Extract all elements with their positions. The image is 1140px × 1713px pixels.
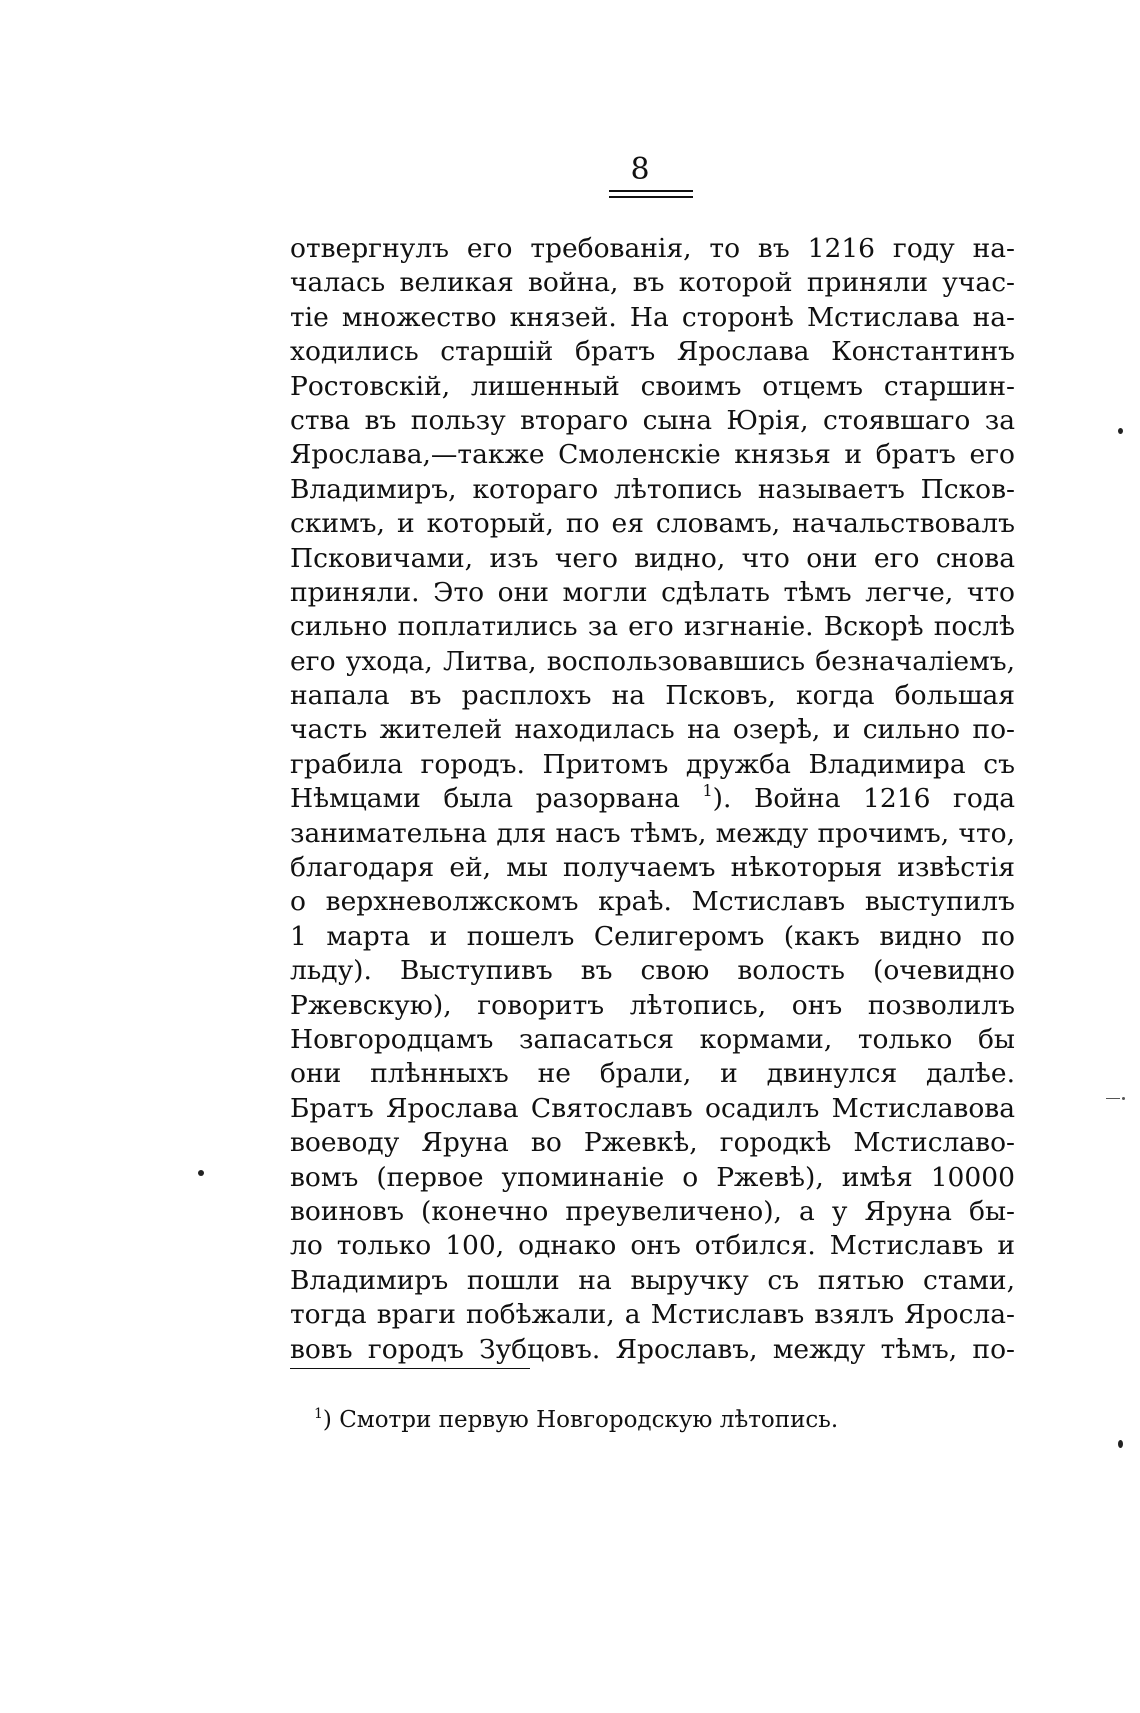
text-line: приняли. Это они могли сдѣлать тѣмъ легче, что — [290, 576, 1015, 608]
footnote-text: ) Смотри первую Новгородскую лѣтопись. — [322, 1407, 839, 1433]
page-number-rule-bottom — [609, 196, 693, 198]
body-text — [290, 232, 1015, 1367]
footnote-marker: 1 — [314, 1406, 323, 1422]
text-line: его ухода, Литва, воспользовавшись безначаліемъ, — [290, 645, 1015, 677]
scan-speck — [1118, 428, 1123, 434]
text-line: тогда враги побѣжали, а Мстиславъ взялъ Яросла- — [290, 1299, 1015, 1331]
scan-speck — [198, 1170, 204, 1176]
scan-speck — [1118, 1440, 1123, 1448]
text-line: вомъ (первое упоминаніе о Ржевѣ), имѣя 10000 — [290, 1161, 1015, 1193]
text-line: отвергнулъ его требованія, то въ 1216 году на- — [290, 233, 1015, 264]
text-line: льду). Выступивъ въ свою волость (очевидно — [290, 955, 1015, 987]
text-line: ходились старшій братъ Ярослава Константинъ — [290, 336, 1015, 368]
text-line: напала въ расплохъ на Псковъ, когда большая — [290, 680, 1015, 712]
scan-speck — [1122, 1097, 1125, 1100]
text-line: сильно поплатились за его изгнаніе. Вскорѣ послѣ — [290, 611, 1015, 643]
text-line: вовъ городъ Зубцовъ. Ярославъ, между тѣмъ, по- — [290, 1333, 1015, 1365]
text-line: занимательна для насъ тѣмъ, между прочимъ, что, — [290, 817, 1015, 849]
text-line: Ростовскій, лишенный своимъ отцемъ старшин- — [290, 370, 1015, 402]
text-line: часть жителей находилась на озерѣ, и сильно по- — [290, 714, 1015, 746]
text-line: Владимиръ, котораго лѣтопись называетъ Псков- — [290, 473, 1015, 505]
text-line: ства въ пользу вторaго сына Юрія, стоявшаго за — [290, 404, 1015, 436]
text-line: Братъ Ярослава Святославъ осадилъ Мстиславова — [290, 1092, 1015, 1124]
text-segment: ). Война 1216 года — [712, 783, 1015, 815]
text-line: Ярослава,—также Смоленскіе князья и братъ его — [290, 439, 1015, 471]
text-line: Владимиръ пошли на выручку съ пятью стами, — [290, 1264, 1015, 1296]
text-line-with-footnote-ref — [290, 782, 1015, 816]
footnote-reference[interactable]: 1 — [702, 781, 713, 801]
text-segment: Нѣмцами была разорвана — [290, 783, 703, 815]
text-line: 1 марта и пошелъ Селигеромъ (какъ видно по — [290, 920, 1015, 952]
text-line: скимъ, и который, по ея словамъ, начальствовалъ — [290, 508, 1015, 540]
text-line: чалась великая война, въ которой приняли учас- — [290, 267, 1015, 299]
text-line: Новгородцамъ запасаться кормами, только бы — [290, 1023, 1015, 1055]
text-line: воеводу Яруна во Ржевкѣ, городкѣ Мстиславо- — [290, 1127, 1015, 1159]
text-line: о верхневолжскомъ краѣ. Мстиславъ выступилъ — [290, 886, 1015, 918]
text-line: грабила городъ. Притомъ дружба Владимира съ — [290, 748, 1015, 780]
text-line: воиновъ (конечно преувеличено), а у Яруна бы- — [290, 1195, 1015, 1227]
text-line: Псковичами, изъ чего видно, что они его снова — [290, 542, 1015, 574]
page-number: 8 — [630, 152, 650, 187]
text-line: благодаря ей, мы получаемъ нѣкоторыя извѣстія — [290, 852, 1015, 884]
text-line: ло только 100, однако онъ отбился. Мстиславъ и — [290, 1230, 1015, 1262]
footnote-separator — [290, 1368, 530, 1369]
page-number-rule-top — [609, 190, 693, 192]
text-line: Ржевскую), говоритъ лѣтопись, онъ позволилъ — [290, 989, 1015, 1021]
footnote — [314, 1405, 838, 1435]
scan-speck — [1106, 1098, 1120, 1099]
text-line: они плѣнныхъ не брали, и двинулся далѣе. — [290, 1058, 1015, 1090]
text-line: тіе множество князей. На сторонѣ Мстислава на- — [290, 301, 1015, 333]
